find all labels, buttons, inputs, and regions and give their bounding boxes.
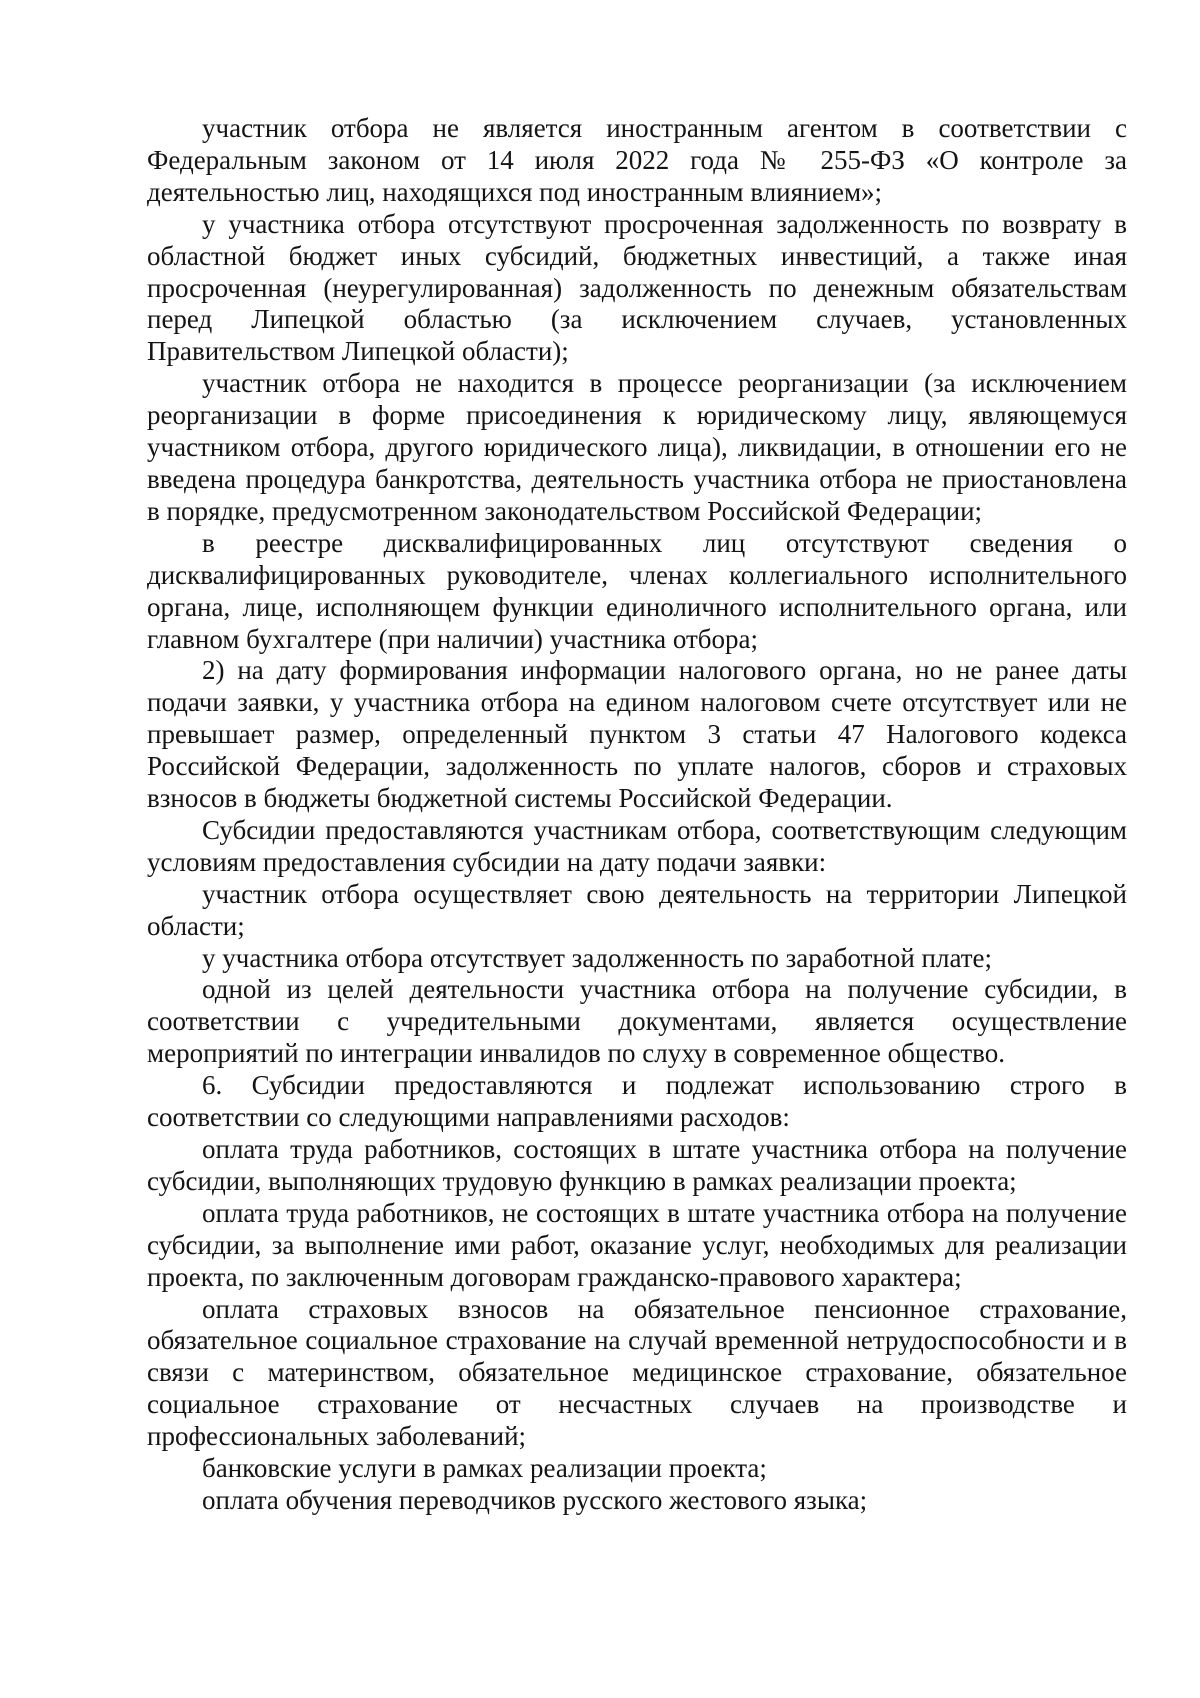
- paragraph-subsidy-conditions: Субсидии предоставляются участникам отбора, соответствующим следующим условиям предоставления субсидии на дату подачи заявки:: [147, 814, 1127, 877]
- paragraph-no-reorganization: участник отбора не находится в процессе реорганизации (за исключением реорганизации в форме присоединения к юридическому лицу, являющемуся участником отбора, другого юридического лица), ликвидации, в отношении его не введена процедура банкротства, деятельность участника отбора не приостановлена в порядке, предусмотренном законодательством Российской Федерации;: [147, 368, 1127, 526]
- paragraph-expense-directions: 6. Субсидии предоставляются и подлежат использованию строго в соответствии со следующими направлениями расходов:: [147, 1070, 1127, 1133]
- paragraph-foreign-agent: участник отбора не является иностранным агентом в соответствии с Федеральным законом от 14 июля 2022 года № 255-ФЗ «О контроле за деятельностью лиц, находящихся под иностранным влиянием»;: [147, 113, 1127, 207]
- paragraph-contractor-wages: оплата труда работников, не состоящих в штате участника отбора на получение субсидии, за выполнение ими работ, оказание услуг, необходимых для реализации проекта, по заключенным договорам гражданско-правового характера;: [147, 1197, 1127, 1292]
- paragraph-insurance-contributions: оплата страховых взносов на обязательное пенсионное страхование, обязательное социальное страхование на случай временной нетрудоспособности и в связи с материнством, обязательное медицинское страхование, обязательное социальное страхование от несчастных случаев на производстве и профессиональных заболеваний;: [147, 1293, 1127, 1452]
- paragraph-bank-services: банковские услуги в рамках реализации проекта;: [202, 1453, 767, 1484]
- paragraph-territory: участник отбора осуществляет свою деятельность на территории Липецкой области;: [147, 878, 1127, 941]
- paragraph-integration-goal: одной из целей деятельности участника отбора на получение субсидии, в соответствии с учредительными документами, является осуществление мероприятий по интеграции инвалидов по слуху в современное общество.: [147, 974, 1127, 1069]
- document-body: [147, 113, 1127, 1517]
- paragraph-disqualified-registry: в реестре дисквалифицированных лиц отсутствуют сведения о дисквалифицированных руководителе, членах коллегиального исполнительного органа, лице, исполняющем функции единоличного исполнительного органа, или главном бухгалтере (при наличии) участника отбора;: [147, 527, 1127, 654]
- paragraph-tax-debt: 2) на дату формирования информации налогового органа, но не ранее даты подачи заявки, у участника отбора на едином налоговом счете отсутствует или не превышает размер, определенный пунктом 3 статьи 47 Налогового кодекса Российской Федерации, задолженность по уплате налогов, сборов и страховых взносов в бюджеты бюджетной системы Российской Федерации.: [147, 655, 1127, 814]
- paragraph-no-salary-debt: у участника отбора отсутствует задолженность по заработной плате;: [202, 942, 993, 973]
- paragraph-no-overdue-debt: у участника отбора отсутствуют просроченная задолженность по возврату в областной бюджет иных субсидий, бюджетных инвестиций, а также иная просроченная (неурегулированная) задолженность по денежным обязательствам перед Липецкой областью (за исключением случаев, установленных Правительством Липецкой области);: [147, 208, 1127, 367]
- paragraph-interpreter-training: оплата обучения переводчиков русского жестового языка;: [202, 1484, 868, 1515]
- paragraph-staff-wages: оплата труда работников, состоящих в штате участника отбора на получение субсидии, выполняющих трудовую функцию в рамках реализации проекта;: [147, 1134, 1127, 1196]
